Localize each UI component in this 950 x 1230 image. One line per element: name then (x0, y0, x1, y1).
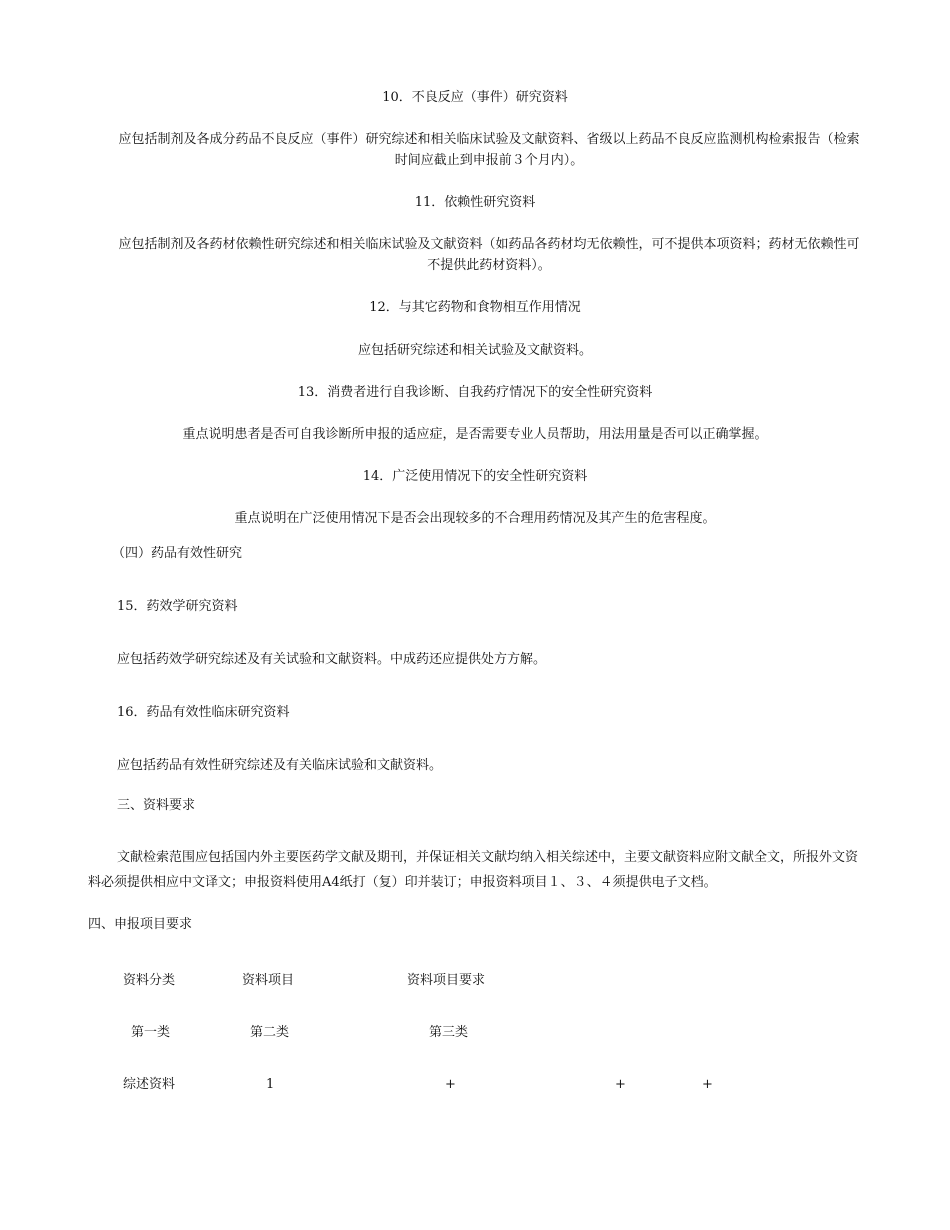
table-cell: 1 (266, 1077, 275, 1092)
section-12-title: 12．与其它药物和食物相互作用情况 (369, 300, 581, 315)
section-13-title: 13．消费者进行自我诊断、自我药疗情况下的安全性研究资料 (297, 385, 653, 400)
section-14-title: 14．广泛使用情况下的安全性研究资料 (362, 469, 588, 484)
section-10-title: 10．不良反应（事件）研究资料 (382, 90, 568, 105)
table-header-cell: 资料分类 (123, 973, 176, 988)
table-cell: + (615, 1077, 626, 1092)
table-cell: 综述资料 (123, 1077, 176, 1092)
part-3-heading: 三、资料要求 (117, 798, 196, 813)
section-15-title: 15．药效学研究资料 (117, 599, 238, 614)
section-16-title: 16．药品有效性临床研究资料 (117, 705, 290, 720)
section-13-body: 重点说明患者是否可自我诊断所申报的适应症，是否需要专业人员帮助，用法用量是否可以正确掌握。 (182, 427, 768, 442)
table-subheader-cell: 第三类 (429, 1025, 469, 1040)
section-16-body: 应包括药品有效性研究综述及有关临床试验和文献资料。 (117, 758, 443, 773)
table-cell: + (445, 1077, 456, 1092)
section-14-body: 重点说明在广泛使用情况下是否会出现较多的不合理用药情况及其产生的危害程度。 (234, 511, 716, 526)
part-4-title: 四、申报项目要求 (88, 917, 193, 932)
section-15-body: 应包括药效学研究综述及有关试验和文献资料。中成药还应提供处方方解。 (117, 652, 547, 667)
table-header-cell: 资料项目 (242, 973, 295, 988)
section-11-title: 11．依赖性研究资料 (414, 195, 536, 210)
part-4-heading: （四）药品有效性研究 (112, 546, 243, 561)
section-11-body: 应包括制剂及各药材依赖性研究综述和相关临床试验及文献资料（如药品各药材均无依赖性，可不提供本项资料；药材无依赖性可不提供此药材资料）。 (118, 237, 860, 273)
table-subheader-cell: 第二类 (250, 1025, 290, 1040)
section-10-body: 应包括制剂及各成分药品不良反应（事件）研究综述和相关临床试验及文献资料、省级以上药品不良反应监测机构检索报告（检索时间应截止到申报前３个月内）。 (118, 132, 860, 168)
section-12-body: 应包括研究综述和相关试验及文献资料。 (357, 343, 592, 358)
table-cell: + (702, 1077, 713, 1092)
part-3-body: 文献检索范围应包括国内外主要医药学文献及期刊，并保证相关文献均纳入相关综述中，主要文献资料应附文献全文，所报外文资料必须提供相应中文译文；申报资料使用A4纸打（复）印并装订；申报资料项目１、３、４须提供电子文档。 (88, 850, 859, 890)
table-header-cell: 资料项目要求 (407, 973, 486, 988)
table-subheader-cell: 第一类 (131, 1025, 171, 1040)
